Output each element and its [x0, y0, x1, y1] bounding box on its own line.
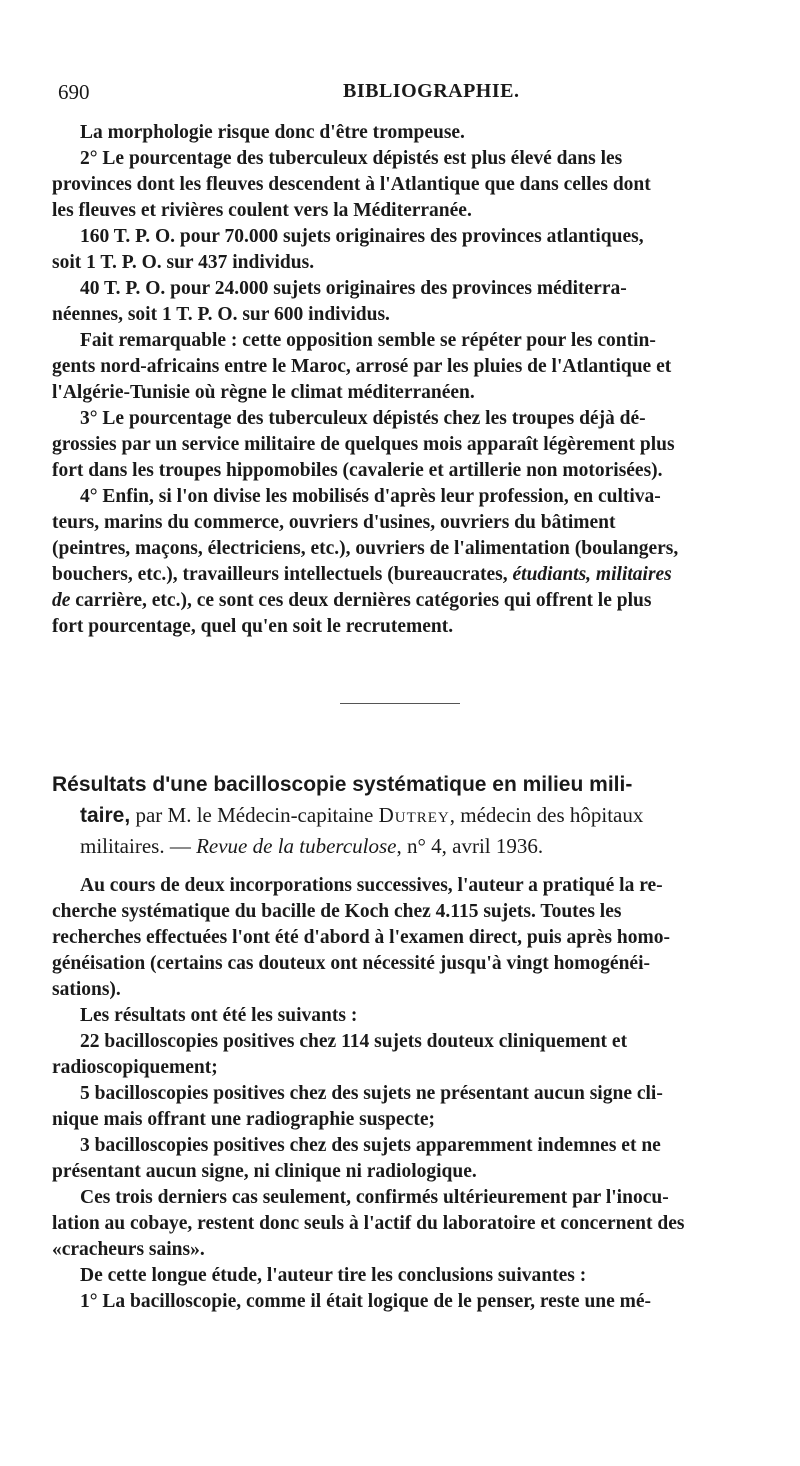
text-line: généisation (certains cas douteux ont nécessité jusqu'à vingt homogénéi-: [52, 953, 650, 974]
text-line: sations).: [52, 979, 121, 1000]
italic-text: étudiants, militaires: [512, 564, 672, 585]
issue-info: , n° 4, avril 1936.: [396, 834, 544, 858]
section-1-text: [52, 120, 752, 640]
text-line: [52, 562, 752, 588]
text-line: 40 T. P. O. pour 24.000 sujets originaires des provinces méditerra-: [80, 278, 627, 299]
text-line: recherches effectuées l'ont été d'abord à l'examen direct, puis après homo-: [52, 927, 670, 948]
text-line: grossies par un service militaire de quelques mois apparaît légèrement plus: [52, 434, 675, 455]
text-line: Fait remarquable : cette opposition semble se répéter pour les contin-: [80, 330, 656, 351]
text-segment: carrière, etc.), ce sont ces deux dernières catégories qui offrent le plus: [75, 590, 652, 611]
text-line: gents nord-africains entre le Maroc, arrosé par les pluies de l'Atlantique et: [52, 356, 672, 377]
text-line: Ces trois derniers cas seulement, confirmés ultérieurement par l'inocu-: [80, 1187, 669, 1208]
text-line: 22 bacilloscopies positives chez 114 sujets douteux cliniquement et: [80, 1031, 628, 1052]
text-segment: bouchers, etc.), travailleurs intellectuels (bureaucrates,: [52, 564, 508, 585]
text-line: fort dans les troupes hippomobiles (cavalerie et artillerie non motorisées).: [52, 460, 663, 481]
article-heading: [52, 770, 762, 863]
byline: , médecin des hôpitaux: [449, 803, 644, 827]
text-line: 2° Le pourcentage des tuberculeux dépistés est plus élevé dans les: [80, 148, 623, 169]
text-line: 4° Enfin, si l'on divise les mobilisés d'après leur profession, en cultiva-: [80, 486, 661, 507]
author-name: Dutrey: [378, 803, 450, 827]
text-line: 3 bacilloscopies positives chez des sujets apparemment indemnes et ne: [80, 1135, 661, 1156]
text-line: (peintres, maçons, électriciens, etc.), ouvriers de l'alimentation (boulangers,: [52, 538, 679, 559]
text-line: néennes, soit 1 T. P. O. sur 600 individus.: [52, 304, 390, 325]
text-line: fort pourcentage, quel qu'en soit le recrutement.: [52, 616, 454, 637]
text-line: cherche systématique du bacille de Koch chez 4.115 sujets. Toutes les: [52, 901, 622, 922]
text-line: lation au cobaye, restent donc seuls à l'actif du laboratoire et concernent des: [52, 1213, 685, 1234]
byline: militaires. —: [80, 834, 197, 858]
page-number: 690: [58, 80, 90, 104]
text-line: De cette longue étude, l'auteur tire les conclusions suivantes :: [80, 1265, 587, 1286]
text-line: soit 1 T. P. O. sur 437 individus.: [52, 252, 315, 273]
text-line: 3° Le pourcentage des tuberculeux dépistés chez les troupes déjà dé-: [80, 408, 646, 429]
section-divider: [340, 703, 460, 704]
text-line: les fleuves et rivières coulent vers la Méditerranée.: [52, 200, 472, 221]
text-line: 1° La bacilloscopie, comme il était logique de le penser, reste une mé-: [80, 1291, 652, 1312]
article-title: Résultats d'une bacilloscopie systématique en milieu mili-: [52, 773, 633, 796]
text-line: nique mais offrant une radiographie suspecte;: [52, 1109, 435, 1130]
article-title-line: [52, 801, 762, 832]
text-line: radioscopiquement;: [52, 1057, 218, 1078]
page-header: [58, 80, 748, 110]
article-title-line: [52, 770, 762, 801]
article-title-end: taire,: [80, 804, 131, 827]
text-line: 160 T. P. O. pour 70.000 sujets originaires des provinces atlantiques,: [80, 226, 644, 247]
section-2-text: [52, 873, 762, 1315]
text-line: provinces dont les fleuves descendent à l'Atlantique que dans celles dont: [52, 174, 651, 195]
text-line: Au cours de deux incorporations successives, l'auteur a pratiqué la re-: [80, 875, 663, 896]
byline: par M. le Médecin-capitaine: [130, 803, 379, 827]
text-line: 5 bacilloscopies positives chez des sujets ne présentant aucun signe cli-: [80, 1083, 663, 1104]
journal-name: Revue de la tuberculose: [196, 834, 397, 858]
italic-text: de: [52, 590, 71, 611]
text-line: [52, 588, 752, 614]
text-line: présentant aucun signe, ni clinique ni radiologique.: [52, 1161, 477, 1182]
text-line: l'Algérie-Tunisie où règne le climat méditerranéen.: [52, 382, 475, 403]
running-title: BIBLIOGRAPHIE.: [343, 80, 520, 102]
text-line: «cracheurs sains».: [52, 1239, 205, 1260]
text-line: La morphologie risque donc d'être trompeuse.: [80, 122, 465, 143]
text-line: teurs, marins du commerce, ouvriers d'usines, ouvriers du bâtiment: [52, 512, 616, 533]
article-citation-line: [52, 832, 762, 863]
text-line: Les résultats ont été les suivants :: [80, 1005, 358, 1026]
